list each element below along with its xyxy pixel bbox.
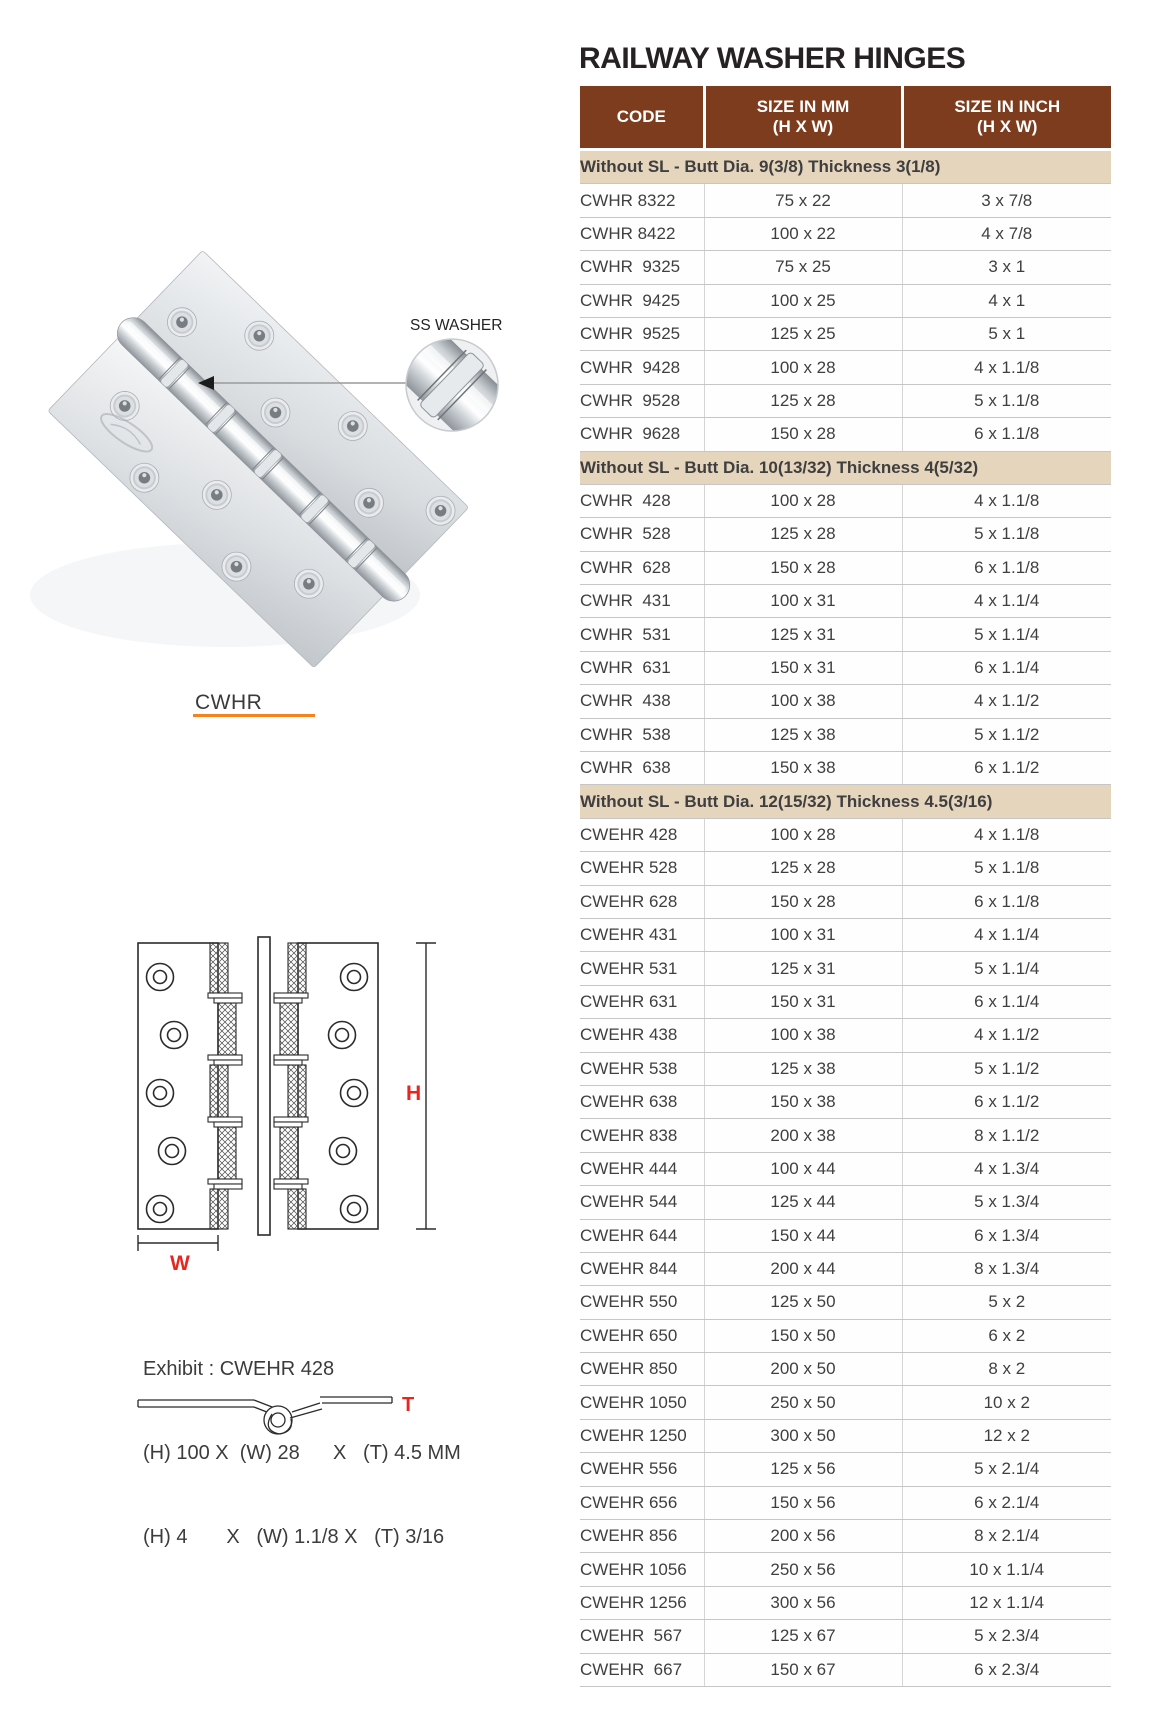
table-row (580, 384, 1111, 417)
table-row (580, 685, 1111, 718)
column-header-size-inch (902, 86, 1111, 150)
table-row (580, 284, 1111, 317)
table-row (580, 251, 1111, 284)
size-inch-cell: 4 x 1.1/4 (902, 585, 1111, 618)
code-cell: CWHR 428 (580, 484, 704, 517)
code-cell: CWEHR 631 (580, 985, 704, 1018)
size-mm-cell: 150 x 28 (704, 551, 902, 584)
size-inch-cell: 10 x 2 (902, 1386, 1111, 1419)
size-inch-cell: 5 x 2 (902, 1286, 1111, 1319)
size-mm-cell: 150 x 38 (704, 1085, 902, 1118)
caption-underline (193, 714, 315, 717)
code-cell: CWHR 631 (580, 651, 704, 684)
size-mm-cell: 150 x 56 (704, 1486, 902, 1519)
table-row (580, 618, 1111, 651)
size-inch-cell: 4 x 1.1/8 (902, 818, 1111, 851)
size-inch-cell: 6 x 1.3/4 (902, 1219, 1111, 1252)
h-dimension-label: H (406, 1082, 422, 1105)
size-mm-cell: 100 x 31 (704, 918, 902, 951)
size-mm-cell: 100 x 22 (704, 217, 902, 250)
size-mm-cell: 75 x 25 (704, 251, 902, 284)
size-mm-cell: 100 x 31 (704, 585, 902, 618)
size-inch-cell: 5 x 1.1/4 (902, 952, 1111, 985)
table-row (580, 1186, 1111, 1219)
table-row (580, 1419, 1111, 1452)
code-cell: CWEHR 1050 (580, 1386, 704, 1419)
code-cell: CWEHR 528 (580, 852, 704, 885)
code-cell: CWHR 431 (580, 585, 704, 618)
code-cell: CWHR 638 (580, 752, 704, 785)
size-mm-cell: 150 x 28 (704, 885, 902, 918)
size-mm-cell: 125 x 44 (704, 1186, 902, 1219)
size-table-body (580, 150, 1111, 1687)
column-header-sublabel: (H X W) (772, 117, 834, 136)
code-cell: CWEHR 656 (580, 1486, 704, 1519)
size-mm-cell: 100 x 25 (704, 284, 902, 317)
code-cell: CWHR 438 (580, 685, 704, 718)
code-cell: CWEHR 1250 (580, 1419, 704, 1452)
size-inch-cell: 5 x 1 (902, 317, 1111, 350)
size-inch-cell: 6 x 1.1/8 (902, 551, 1111, 584)
code-cell: CWHR 9525 (580, 317, 704, 350)
right-leaf (274, 943, 378, 1229)
table-row (580, 1319, 1111, 1352)
size-inch-cell: 8 x 2.1/4 (902, 1520, 1111, 1553)
code-cell: CWEHR 531 (580, 952, 704, 985)
size-inch-cell: 6 x 1.1/2 (902, 1085, 1111, 1118)
size-inch-cell: 3 x 1 (902, 251, 1111, 284)
section-row (580, 150, 1111, 184)
table-row (580, 1653, 1111, 1686)
code-cell: CWHR 531 (580, 618, 704, 651)
code-cell: CWEHR 428 (580, 818, 704, 851)
code-cell: CWEHR 544 (580, 1186, 704, 1219)
table-row (580, 885, 1111, 918)
size-inch-cell: 6 x 2.1/4 (902, 1486, 1111, 1519)
size-inch-cell: 6 x 1.1/2 (902, 752, 1111, 785)
table-row (580, 418, 1111, 451)
size-inch-cell: 8 x 2 (902, 1353, 1111, 1386)
size-mm-cell: 150 x 31 (704, 651, 902, 684)
size-table-wrap (580, 86, 1111, 1687)
size-mm-cell: 100 x 28 (704, 484, 902, 517)
table-row (580, 1453, 1111, 1486)
size-inch-cell: 4 x 1.1/2 (902, 685, 1111, 718)
pin-section (258, 937, 270, 1235)
size-mm-cell: 100 x 38 (704, 1019, 902, 1052)
size-inch-cell: 6 x 2 (902, 1319, 1111, 1352)
code-cell: CWHR 9325 (580, 251, 704, 284)
code-cell: CWHR 9528 (580, 384, 704, 417)
column-header-label: CODE (616, 107, 666, 126)
size-inch-cell: 6 x 1.1/8 (902, 418, 1111, 451)
table-row (580, 551, 1111, 584)
code-cell: CWEHR 1056 (580, 1553, 704, 1586)
size-inch-cell: 5 x 2.1/4 (902, 1453, 1111, 1486)
column-header-sublabel: (H X W) (977, 117, 1038, 136)
table-row (580, 718, 1111, 751)
photo-caption: CWHR (195, 691, 263, 714)
width-dimension (138, 1235, 218, 1251)
table-row (580, 852, 1111, 885)
table-row (580, 1219, 1111, 1252)
w-dimension-label: W (170, 1252, 190, 1275)
table-row (580, 1119, 1111, 1152)
table-row (580, 1052, 1111, 1085)
size-mm-cell: 100 x 28 (704, 818, 902, 851)
table-row (580, 1286, 1111, 1319)
size-mm-cell: 125 x 28 (704, 852, 902, 885)
size-mm-cell: 125 x 28 (704, 384, 902, 417)
size-mm-cell: 75 x 22 (704, 184, 902, 217)
code-cell: CWHR 628 (580, 551, 704, 584)
table-row (580, 985, 1111, 1018)
size-inch-cell: 5 x 1.1/8 (902, 518, 1111, 551)
table-row (580, 1486, 1111, 1519)
size-mm-cell: 150 x 50 (704, 1319, 902, 1352)
code-cell: CWEHR 638 (580, 1085, 704, 1118)
code-cell: CWEHR 644 (580, 1219, 704, 1252)
size-mm-cell: 100 x 28 (704, 351, 902, 384)
table-row (580, 217, 1111, 250)
size-mm-cell: 150 x 44 (704, 1219, 902, 1252)
size-mm-cell: 125 x 31 (704, 618, 902, 651)
size-mm-cell: 125 x 38 (704, 1052, 902, 1085)
size-mm-cell: 250 x 50 (704, 1386, 902, 1419)
thickness-profile-drawing (122, 1386, 422, 1442)
code-cell: CWHR 9628 (580, 418, 704, 451)
code-cell: CWEHR 844 (580, 1252, 704, 1285)
code-cell: CWEHR 438 (580, 1019, 704, 1052)
code-cell: CWEHR 550 (580, 1286, 704, 1319)
column-header-label: SIZE IN MM (756, 97, 850, 116)
code-cell: CWHR 9428 (580, 351, 704, 384)
code-cell: CWEHR 628 (580, 885, 704, 918)
t-dimension-label: T (402, 1394, 415, 1416)
size-inch-cell: 12 x 2 (902, 1419, 1111, 1452)
size-mm-cell: 200 x 38 (704, 1119, 902, 1152)
size-mm-cell: 125 x 67 (704, 1620, 902, 1653)
size-inch-cell: 6 x 1.1/4 (902, 651, 1111, 684)
size-mm-cell: 150 x 28 (704, 418, 902, 451)
table-row (580, 1152, 1111, 1185)
size-mm-cell: 125 x 28 (704, 518, 902, 551)
size-inch-cell: 3 x 7/8 (902, 184, 1111, 217)
size-mm-cell: 125 x 38 (704, 718, 902, 751)
table-row (580, 1520, 1111, 1553)
table-header-row (580, 86, 1111, 150)
section-header: Without SL - Butt Dia. 10(13/32) Thickness 4(5/32) (580, 451, 1111, 484)
column-header-code (580, 86, 704, 150)
table-row (580, 1386, 1111, 1419)
size-mm-cell: 100 x 44 (704, 1152, 902, 1185)
table-row (580, 585, 1111, 618)
table-row (580, 1353, 1111, 1386)
size-mm-cell: 200 x 50 (704, 1353, 902, 1386)
code-cell: CWEHR 850 (580, 1353, 704, 1386)
size-mm-cell: 125 x 50 (704, 1286, 902, 1319)
hinge-photo (30, 250, 510, 670)
size-inch-cell: 4 x 1.1/8 (902, 351, 1111, 384)
table-row (580, 317, 1111, 350)
size-inch-cell: 4 x 7/8 (902, 217, 1111, 250)
table-row (580, 351, 1111, 384)
size-mm-cell: 150 x 31 (704, 985, 902, 1018)
size-mm-cell: 100 x 38 (704, 685, 902, 718)
size-mm-cell: 250 x 56 (704, 1553, 902, 1586)
size-inch-cell: 5 x 1.1/4 (902, 618, 1111, 651)
table-row (580, 1586, 1111, 1619)
size-inch-cell: 6 x 1.1/4 (902, 985, 1111, 1018)
code-cell: CWEHR 567 (580, 1620, 704, 1653)
code-cell: CWEHR 856 (580, 1520, 704, 1553)
size-mm-cell: 300 x 50 (704, 1419, 902, 1452)
table-row (580, 1620, 1111, 1653)
size-inch-cell: 6 x 2.3/4 (902, 1653, 1111, 1686)
size-mm-cell: 125 x 56 (704, 1453, 902, 1486)
table-row (580, 651, 1111, 684)
size-mm-cell: 200 x 56 (704, 1520, 902, 1553)
column-header-size-mm (704, 86, 902, 150)
section-header: Without SL - Butt Dia. 12(15/32) Thickness 4.5(3/16) (580, 785, 1111, 818)
code-cell: CWEHR 444 (580, 1152, 704, 1185)
code-cell: CWEHR 667 (580, 1653, 704, 1686)
left-leaf (138, 943, 242, 1229)
size-mm-cell: 125 x 31 (704, 952, 902, 985)
size-inch-cell: 5 x 2.3/4 (902, 1620, 1111, 1653)
code-cell: CWHR 528 (580, 518, 704, 551)
size-inch-cell: 12 x 1.1/4 (902, 1586, 1111, 1619)
exhibit-line: (H) 100 X (W) 28 X (T) 4.5 MM (143, 1442, 461, 1464)
code-cell: CWEHR 556 (580, 1453, 704, 1486)
size-inch-cell: 4 x 1.1/8 (902, 484, 1111, 517)
size-inch-cell: 8 x 1.1/2 (902, 1119, 1111, 1152)
table-row (580, 818, 1111, 851)
section-header: Without SL - Butt Dia. 9(3/8) Thickness 3(1/8) (580, 150, 1111, 184)
section-row (580, 785, 1111, 818)
page-title: RAILWAY WASHER HINGES (579, 42, 966, 75)
code-cell: CWHR 538 (580, 718, 704, 751)
size-mm-cell: 125 x 25 (704, 317, 902, 350)
size-inch-cell: 6 x 1.1/8 (902, 885, 1111, 918)
exhibit-line: (H) 4 X (W) 1.1/8 X (T) 3/16 (143, 1526, 445, 1548)
table-row (580, 952, 1111, 985)
table-row (580, 1553, 1111, 1586)
table-row (580, 1252, 1111, 1285)
column-header-label: SIZE IN INCH (954, 97, 1061, 116)
size-inch-cell: 8 x 1.3/4 (902, 1252, 1111, 1285)
table-row (580, 1085, 1111, 1118)
size-mm-cell: 200 x 44 (704, 1252, 902, 1285)
size-inch-cell: 4 x 1.1/4 (902, 918, 1111, 951)
size-inch-cell: 5 x 1.1/2 (902, 718, 1111, 751)
code-cell: CWEHR 1256 (580, 1586, 704, 1619)
code-cell: CWEHR 431 (580, 918, 704, 951)
ss-washer-label: SS WASHER (410, 317, 503, 334)
code-cell: CWHR 9425 (580, 284, 704, 317)
size-inch-cell: 10 x 1.1/4 (902, 1553, 1111, 1586)
code-cell: CWHR 8422 (580, 217, 704, 250)
table-row (580, 752, 1111, 785)
code-cell: CWEHR 838 (580, 1119, 704, 1152)
code-cell: CWEHR 538 (580, 1052, 704, 1085)
table-row (580, 484, 1111, 517)
size-table (580, 86, 1111, 1687)
size-inch-cell: 5 x 1.1/8 (902, 852, 1111, 885)
size-inch-cell: 4 x 1.3/4 (902, 1152, 1111, 1185)
size-inch-cell: 5 x 1.3/4 (902, 1186, 1111, 1219)
size-mm-cell: 150 x 38 (704, 752, 902, 785)
size-mm-cell: 150 x 67 (704, 1653, 902, 1686)
table-row (580, 184, 1111, 217)
section-row (580, 451, 1111, 484)
hinge-technical-drawing (96, 929, 456, 1279)
size-inch-cell: 5 x 1.1/8 (902, 384, 1111, 417)
size-inch-cell: 4 x 1.1/2 (902, 1019, 1111, 1052)
table-row (580, 518, 1111, 551)
exhibit-line: Exhibit : CWEHR 428 (143, 1358, 335, 1380)
code-cell: CWHR 8322 (580, 184, 704, 217)
size-inch-cell: 4 x 1 (902, 284, 1111, 317)
code-cell: CWEHR 650 (580, 1319, 704, 1352)
table-row (580, 918, 1111, 951)
table-row (580, 1019, 1111, 1052)
size-mm-cell: 300 x 56 (704, 1586, 902, 1619)
size-inch-cell: 5 x 1.1/2 (902, 1052, 1111, 1085)
